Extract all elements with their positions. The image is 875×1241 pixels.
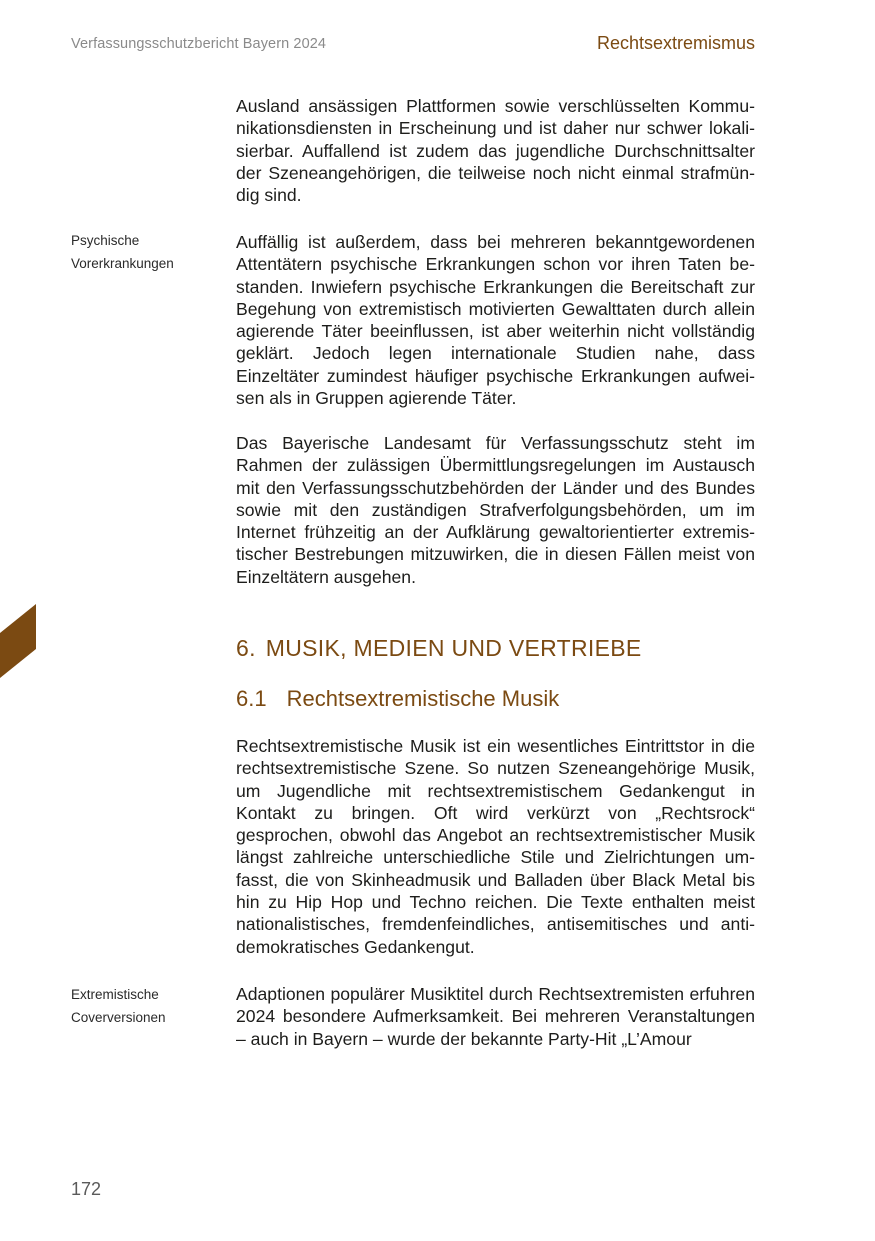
paragraph-5: Adaptionen populärer Musiktitel durch Rechtsextremisten erfuhren 2024 besondere Aufmerksamkeit. Bei mehreren Veranstaltungen – auch in Bayern – wurde der bekannte Party-Hit „L’Amour [236, 984, 755, 1049]
page-number: 172 [71, 1179, 102, 1199]
margin-note-psychische-vorerkrankungen: Psychische Vorerkrankungen [71, 233, 174, 271]
section-heading [236, 635, 642, 662]
subsection-heading [236, 686, 559, 712]
running-header-left: Verfassungsschutzbericht Bayern 2024 [71, 36, 327, 52]
subsection-number: 6.1 [236, 686, 267, 711]
subsection-title: Rechtsextremistische Musik [286, 686, 560, 711]
paragraph-2: Auffällig ist außerdem, dass bei mehreren bekanntgewordenen Attentätern psychische Erkrankungen schon vor ihren Taten bestanden. Inwiefern psychische Erkrankungen die Bereitschaft zur Begehung von extremistisch motivierten Gewalttaten durch allein agierende Täter beeinflussen, ist aber weiterhin nicht vollständig geklärt. Jedoch legen internationale Studien nahe, dass Einzeltäter zumindest häufiger psychische Erkrankungen aufweisen als in Gruppen agierende Täter. [236, 232, 755, 409]
paragraph-1: Ausland ansässigen Plattformen sowie verschlüsselten Kommunikationsdiensten in Erscheinung und ist daher nur schwer lokalisierbar. Auffallend ist zudem das jugendliche Durchschnittsalter der Szeneangehörigen, die teilweise noch nicht einmal strafmündig sind. [236, 96, 755, 206]
paragraph-4: Rechtsextremistische Musik ist ein wesentliches Eintrittstor in die rechtsextremistische Szene. So nutzen Szeneangehörige Musik, um Jugendliche mit rechtsextremistischem Gedankengut in Kontakt zu bringen. Oft wird verkürzt von „Rechtsrock“ gesprochen, obwohl das Angebot an rechtsextremistischer Musik längst zahlreiche unterschiedliche Stile und Zielrichtungen umfasst, die von Skinheadmusik und Balladen über Black Metal bis hin zu Hip Hop und Techno reichen. Die Texte enthalten meist nationalistisches, fremdenfeindliches, antisemitisches und antidemokratisches Gedankengut. [236, 736, 755, 957]
chapter-tab-marker [0, 604, 36, 678]
running-header-right: Rechtsextremismus [596, 33, 755, 53]
section-title: MUSIK, MEDIEN UND VERTRIEBE [265, 635, 642, 661]
section-number: 6. [236, 635, 256, 661]
paragraph-3: Das Bayerische Landesamt für Verfassungsschutz steht im Rahmen der zulässigen Übermittlungsregelungen im Austausch mit den Verfassungsschutzbehörden der Länder und des Bundes sowie mit den zuständigen Strafverfolgungsbehörden, um im Internet frühzeitig an der Aufklärung gewaltorientierter extremistischer Bestrebungen mitzuwirken, die in diesen Fällen meist von Einzeltätern ausgehen. [236, 433, 755, 587]
margin-note-extremistische-coverversionen: Extremistische Coverversionen [71, 987, 166, 1025]
